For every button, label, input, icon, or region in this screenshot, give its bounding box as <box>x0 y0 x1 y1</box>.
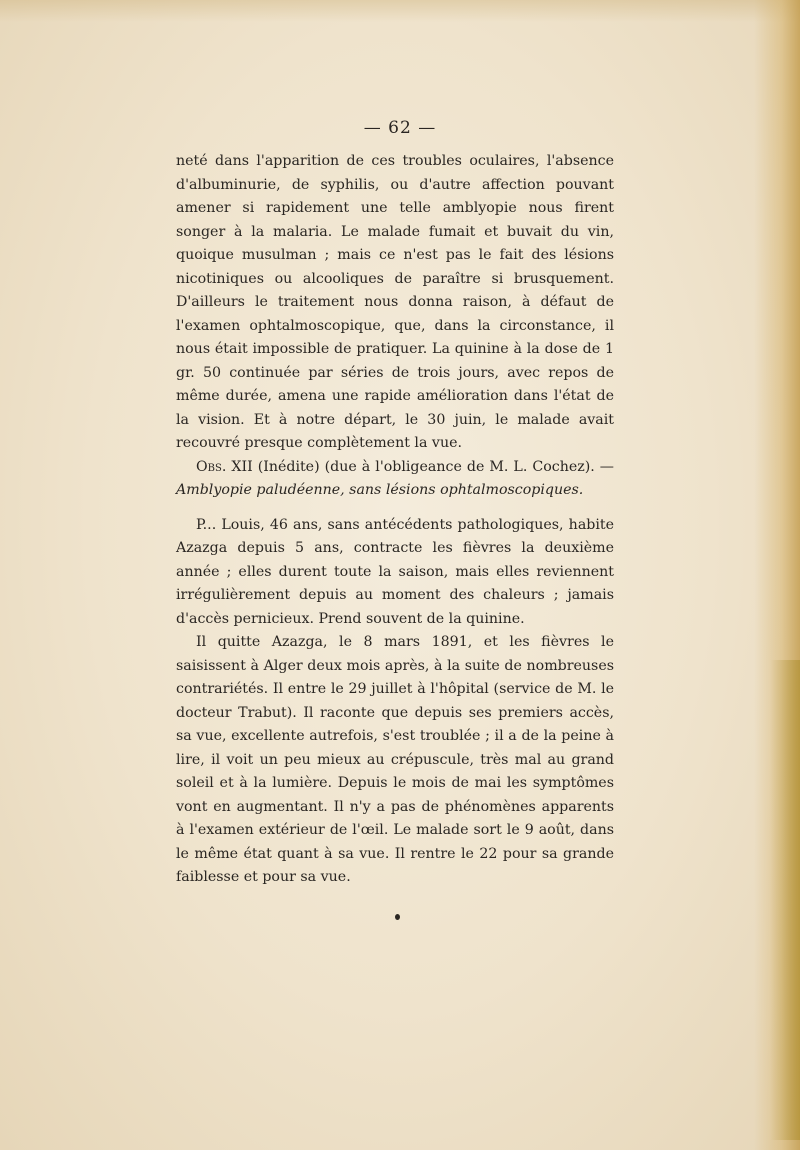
observation-note: (Inédite) (due à l'obligeance de M. L. Cochez). — <box>252 458 614 475</box>
paragraph-patient-history: P... Louis, 46 ans, sans antécédents pathologiques, habite Azazga depuis 5 ans, contracte les fièvres la deuxième année ; elles durent toute la saison, mais elles reviennent irrégulièrement depuis au moment des chaleurs ; jamais d'accès pernicieux. Prend souvent de la quinine. <box>176 516 614 627</box>
observation-label: Obs. XII <box>196 458 253 475</box>
observation-heading <box>176 456 614 503</box>
paragraph-hospital-course: Il quitte Azazga, le 8 mars 1891, et les fièvres le saisissent à Alger deux mois après, à la suite de nombreuses contrariétés. Il entre le 29 juillet à l'hôpital (service de M. le docteur Trabut). Il raconte que depuis ses premiers accès, sa vue, excellente autrefois, s'est troublée ; il a de la peine à lire, il voit un peu mieux au crépuscule, très mal au grand soleil et à la lumière. Depuis le mois de mai les symptômes vont en augmentant. Il n'y a pas de phénomènes apparents à l'examen extérieur de l'œil. Le malade sort le 9 août, dans le même état quant à sa vue. Il rentre le 22 pour sa grande faiblesse et pour sa vue. <box>176 634 614 885</box>
observation-title: Amblyopie paludéenne, sans lésions ophtalmoscopiques. <box>176 482 584 498</box>
ink-spot <box>395 914 400 920</box>
body-text <box>176 150 614 890</box>
page-top-shading <box>0 0 800 22</box>
paragraph-continuation: neté dans l'apparition de ces troubles oculaires, l'absence d'albuminurie, de syphilis, ou d'autre affection pouvant amener si rapidement une telle amblyopie nous firent songer à la malaria. Le malade fumait et buvait du vin, quoique musulman ; mais ce n'est pas le fait des lésions nicotiniques ou alcooliques de paraître si brusquement. D'ailleurs le traitement nous donna raison, à défaut de l'examen ophtalmoscopique, que, dans la circonstance, il nous était impossible de pratiquer. La quinine à la dose de 1 gr. 50 continuée par séries de trois jours, avec repos de même durée, amena une rapide amélioration dans l'état de la vision. Et à notre départ, le 30 juin, le malade avait recouvré presque complètement la vue. <box>176 153 614 451</box>
page-number: — 62 — <box>363 118 437 138</box>
page-stain <box>770 660 800 1140</box>
